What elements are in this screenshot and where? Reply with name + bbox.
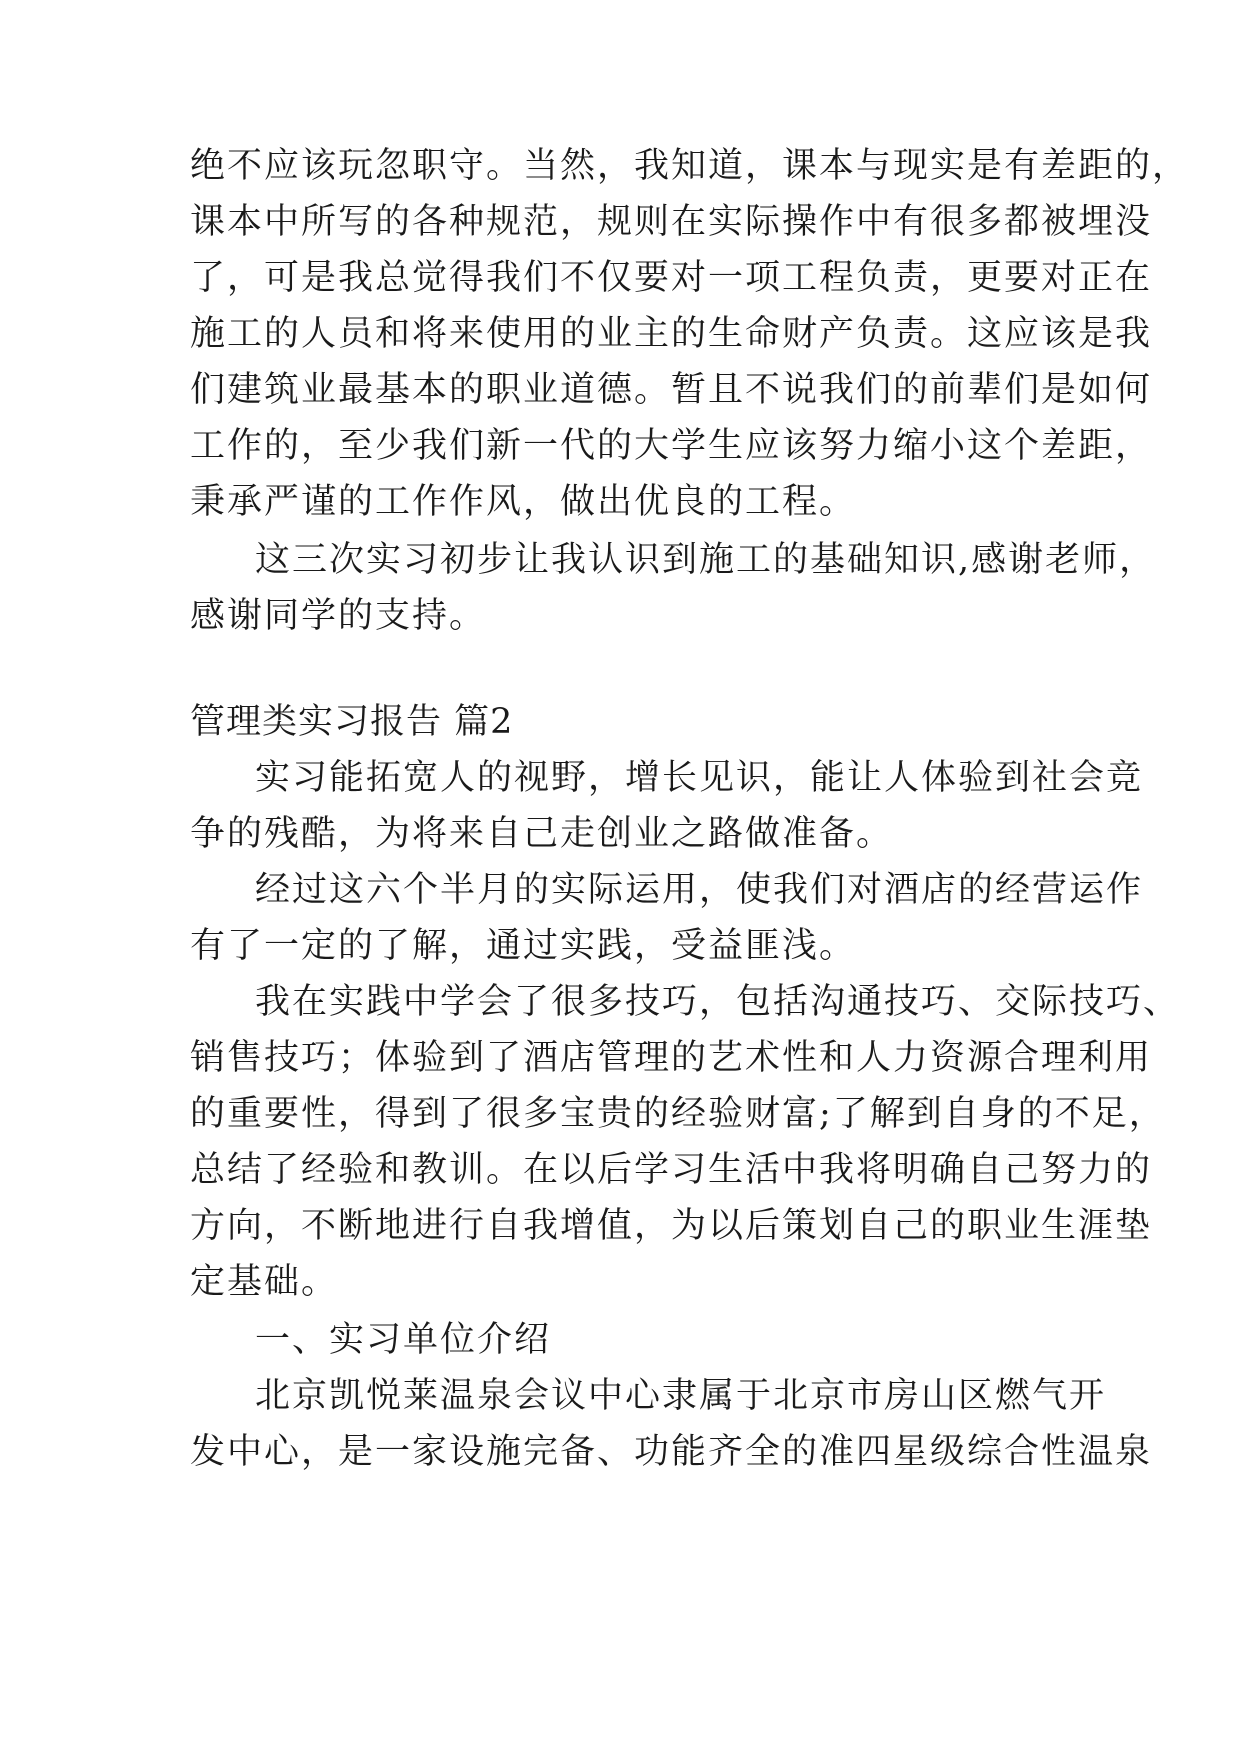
text-line: 有了一定的了解，通过实践，受益匪浅。 — [190, 926, 857, 966]
text-line: 发中心，是一家设施完备、功能齐全的准四星级综合性温泉 — [190, 1432, 1153, 1472]
text-line: 施工的人员和将来使用的业主的生命财产负责。这应该是我 — [190, 314, 1153, 354]
section-heading: 管理类实习报告 篇2 — [190, 702, 514, 742]
text-line: 课本中所写的各种规范，规则在实际操作中有很多都被埋没 — [190, 202, 1153, 242]
subsection-heading: 一、实习单位介绍 — [255, 1320, 552, 1360]
text-line: 实习能拓宽人的视野，增长见识，能让人体验到社会竞 — [255, 758, 1144, 798]
text-line: 们建筑业最基本的职业道德。暂且不说我们的前辈们是如何 — [190, 370, 1153, 410]
text-line: 感谢同学的支持。 — [190, 596, 487, 636]
text-line: 总结了经验和教训。在以后学习生活中我将明确自己努力的 — [190, 1150, 1153, 1190]
text-line: 争的残酷，为将来自己走创业之路做准备。 — [190, 814, 894, 854]
text-line: 了，可是我总觉得我们不仅要对一项工程负责，更要对正在 — [190, 258, 1153, 298]
text-line: 工作的，至少我们新一代的大学生应该努力缩小这个差距， — [190, 426, 1153, 466]
text-line: 我在实践中学会了很多技巧，包括沟通技巧、交际技巧、 — [255, 982, 1181, 1022]
text-line: 北京凯悦莱温泉会议中心隶属于北京市房山区燃气开 — [255, 1376, 1107, 1416]
document-page — [190, 0, 1190, 1754]
text-line: 经过这六个半月的实际运用，使我们对酒店的经营运作 — [255, 870, 1144, 910]
text-line: 的重要性，得到了很多宝贵的经验财富;了解到自身的不足， — [190, 1094, 1166, 1134]
text-line: 这三次实习初步让我认识到施工的基础知识,感谢老师， — [255, 540, 1157, 580]
text-line: 销售技巧；体验到了酒店管理的艺术性和人力资源合理利用 — [190, 1038, 1153, 1078]
text-line: 方向，不断地进行自我增值，为以后策划自己的职业生涯垫 — [190, 1206, 1153, 1246]
text-line: 绝不应该玩忽职守。当然，我知道，课本与现实是有差距的， — [190, 146, 1190, 186]
text-line: 定基础。 — [190, 1262, 339, 1302]
text-line: 秉承严谨的工作作风，做出优良的工程。 — [190, 482, 857, 522]
